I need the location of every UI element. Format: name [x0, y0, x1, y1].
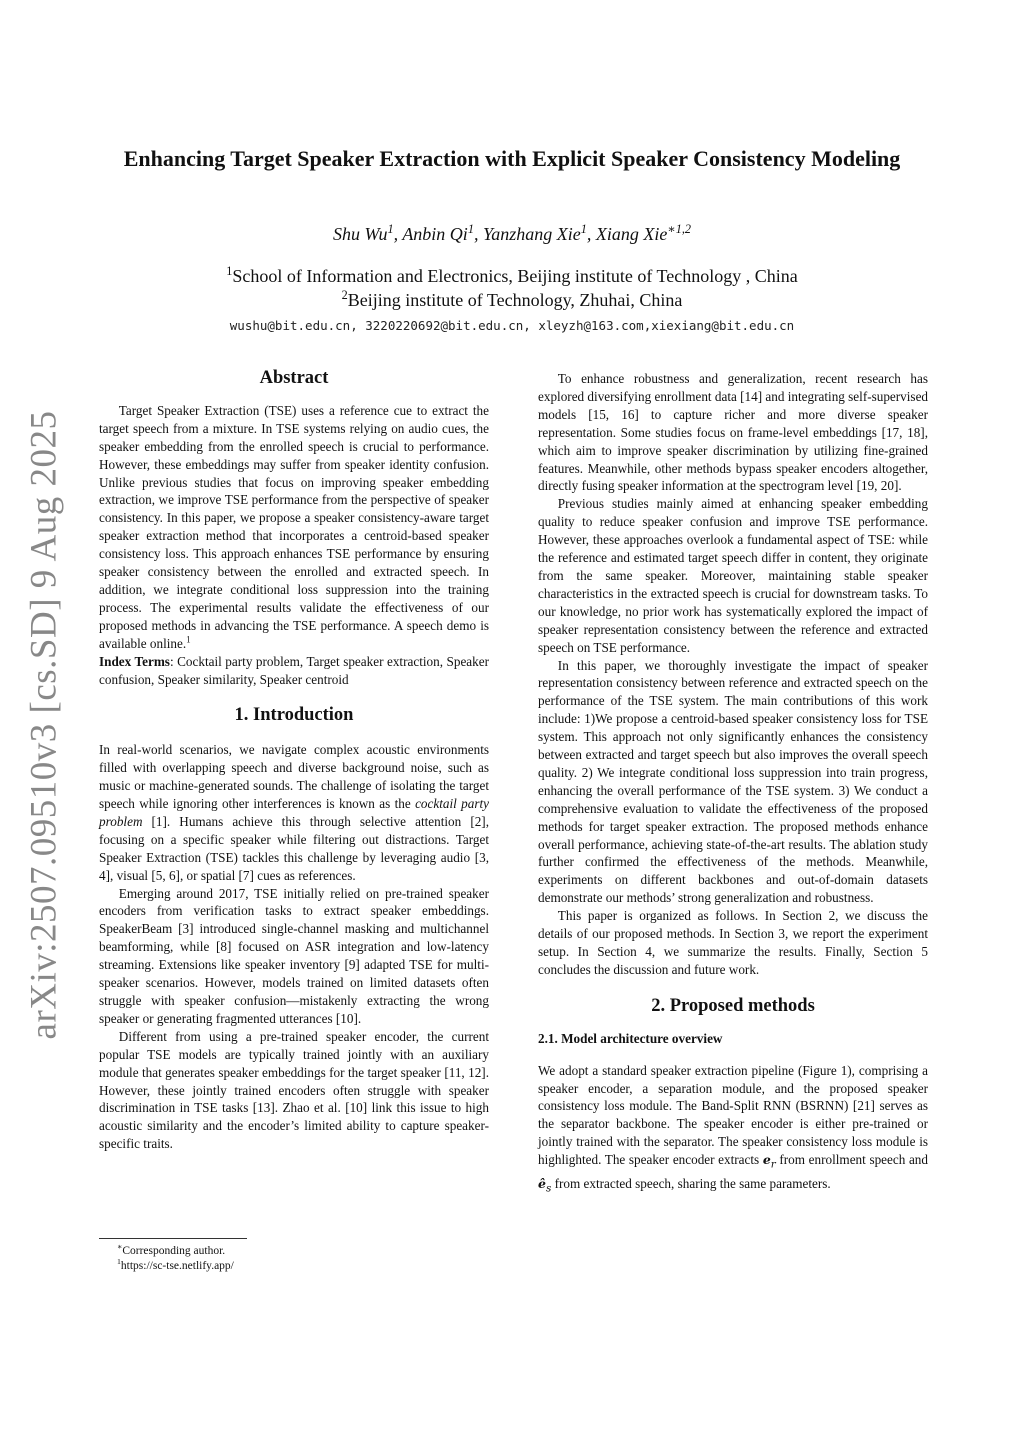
body-paragraph: This paper is organized as follows. In Section 2, we discuss the details of our proposed methods. In Section 3, we report the experiment setup. In Section 4, we summarize the results. Finally, Section 5 concludes the discussion and future work.	[538, 908, 928, 977]
index-terms: Index Terms: Cocktail party problem, Target speaker extraction, Speaker confusion, Speaker similarity, Speaker centroid	[99, 653, 489, 687]
abstract-heading: Abstract	[259, 368, 329, 388]
affiliation-1: $^1$School of Information and Electronics, Beijing institute of Technology , China	[226, 264, 798, 286]
body-paragraph: We adopt a standard speaker extraction pipeline (Figure 1), comprising a speaker encoder, a separation module, and the proposed speaker consistency loss module. The Band-Split RNN (BSRNN) [21] serves as the separator backbone. The speaker encoder is either pre-trained or jointly trained with the separator. The speaker consistency loss module is highlighted. The speaker encoder extracts $e_r$ from enrollment speech and $ê_s$ from extracted speech, sharing the same parameters.	[538, 1062, 928, 1195]
math-symbol: $e_r$	[762, 1152, 776, 1171]
author: Yanzhang Xie$^1$,	[482, 222, 596, 244]
footnote-divider	[99, 1238, 247, 1239]
affiliation-2: $^2$Beijing institute of Technology, Zhuhai, China	[341, 288, 683, 310]
footnotes	[99, 1238, 489, 1274]
author: Xiang Xie$^{∗1,2}$	[595, 222, 692, 244]
body-paragraph: In this paper, we thoroughly investigate the impact of speaker representation consistency between reference and extracted speech on the performance of the TSE system. The main contributions of this work include: 1)We propose a centroid-based speaker consistency loss for TSE system. This approach not only significantly enhances the consistency between extracted and target speech but also improves the overall speech quality. 2) We integrate conditional loss suppression into train progress, enhancing the overall performance of the TSE system. 3) We conduct a comprehensive evaluation to validate the effectiveness of the proposed methods for target speaker extraction. The proposed methods enhance overall performance, achieving state-of-the-art results. The ablation study further confirmed the effectiveness of the methods. Meanwhile, experiments on different backbones and out-of-domain datasets demonstrate our methods’ strong generalization and robustness.	[538, 657, 928, 906]
author-emails: wushu@bit.edu.cn, 3220220692@bit.edu.cn, xleyzh@163.com,xiexiang@bit.edu.cn	[229, 318, 795, 333]
footnote-corresponding: ∗Corresponding author.	[117, 1242, 226, 1257]
math-symbol: $ê_s$	[538, 1175, 552, 1195]
left-column	[99, 370, 489, 1153]
intro-paragraph-3: Different from using a pre-trained speaker encoder, the current popular TSE models are typically trained jointly with an auxiliary module that generates speaker embeddings for the target speaker [11, 12]. However, these jointly trained encoders often struggle with speaker discrimination in TSE tasks [13]. Zhao et al. [10] link this issue to high acoustic similarity and the encoder’s limited ability to capture speaker-specific traits.	[99, 1028, 489, 1152]
subsection-heading: 2.1. Model architecture overview	[538, 1030, 723, 1046]
intro-paragraph-2: Emerging around 2017, TSE initially relied on pre-trained speaker encoders from verification tasks to extract speaker embeddings. SpeakerBeam [3] introduced single-channel masking and multichannel beamforming, while [8] focused on ASR integration and low-latency streaming. Extensions like speaker inventory [9] adapted TSE for multi-speaker scenarios. However, models trained on limited datasets often struggle with speaker confusion—mistakenly extracting the wrong speaker or generating fragmented utterances [10].	[99, 885, 489, 1026]
abstract-body: Target Speaker Extraction (TSE) uses a reference cue to extract the target speech from a mixture. In TSE systems relying on audio cues, the speaker embedding from the enrolled speech is crucial to performance. However, these embeddings may suffer from speaker identity confusion. Unlike previous studies that focus on improving speaker embedding extraction, we improve TSE performance from the perspective of speaker consistency. In this paper, we propose a speaker consistency-aware target speaker extraction method that incorporates a centroid-based speaker consistency loss. This approach enhances TSE performance by ensuring speaker consistency between the enrolled and extracted speech. In addition, we integrate conditional loss suppression into the training process. The experimental results validate the effectiveness of our proposed methods in advancing the TSE performance. A speech demo is available online.$^1$	[99, 402, 489, 651]
right-column	[538, 370, 928, 1198]
author: Shu Wu$^1$,	[332, 222, 403, 244]
footnote-demo-link[interactable]: $^1$https://sc-tse.netlify.app/	[117, 1257, 234, 1272]
introduction-heading: 1. Introduction	[234, 705, 354, 726]
author: Anbin Qi$^1$,	[402, 222, 483, 244]
arxiv-identifier: arXiv:2507.09510v3 [cs.SD] 9 Aug 2025	[23, 410, 65, 1040]
author-list	[100, 224, 924, 245]
proposed-methods-heading: 2. Proposed methods	[651, 995, 815, 1016]
body-paragraph: Previous studies mainly aimed at enhancing speaker embedding quality to reduce speaker confusion and improve TSE performance. However, these approaches overlook a fundamental aspect of TSE: while the reference and estimated target speech differ in content, they originate from the same speaker. Moreover, maintaining stable speaker characteristics in the extracted speech is crucial for downstream tasks. To our knowledge, no prior work has systematically explored the impact of speaker representation consistency between the reference and extracted speech on TSE performance.	[538, 496, 928, 655]
paper-title: Enhancing Target Speaker Extraction with Explicit Speaker Consistency Modeling	[123, 146, 901, 171]
intro-paragraph-1: In real-world scenarios, we navigate complex acoustic environments filled with overlapping speech and diverse background noise, such as music or machine-generated sounds. The challenge of isolating the target speech while ignoring other interferences is known as the cocktail party problem [1]. Humans achieve this through selective attention [2], focusing on a specific speaker while filtering out distractions. Target Speaker Extraction (TSE) tackles this challenge by leveraging audio [3, 4], visual [5, 6], or spatial [7] cues as references.	[99, 742, 489, 883]
body-paragraph: To enhance robustness and generalization, recent research has explored diversifying enrollment data [14] and integrating self-supervised models [15, 16] to capture richer and more diverse speaker representation. Some studies focus on frame-level embeddings [17, 18], which aim to improve speaker discrimination by utilizing fine-grained features. Meanwhile, other methods bypass speaker encoders altogether, directly fusing speaker information at the spectrogram level [19, 20].	[538, 371, 929, 494]
footnote-ref: 1	[186, 634, 191, 645]
